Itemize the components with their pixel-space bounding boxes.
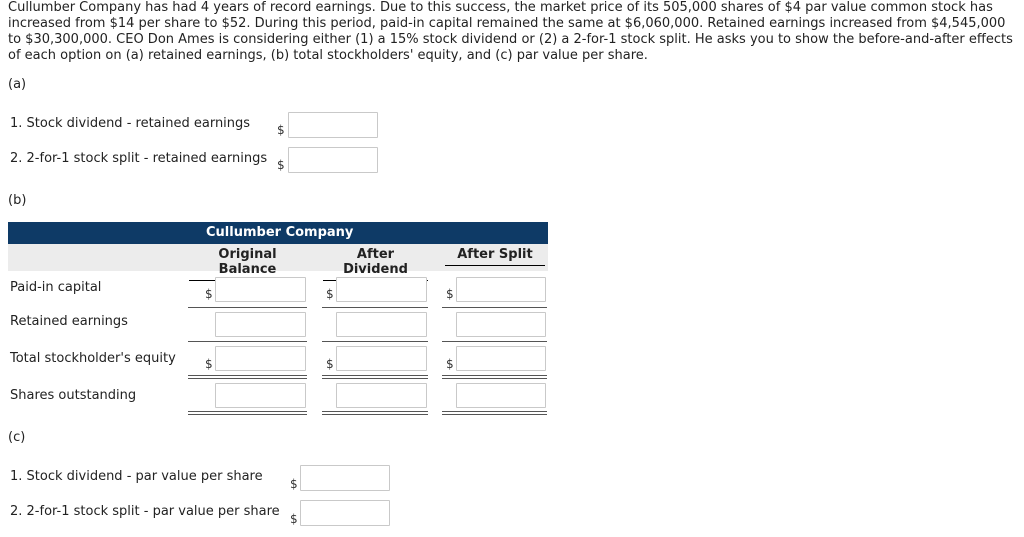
double-rule [442,414,547,415]
double-rule [188,375,307,376]
column-header-after-split: After Split [445,247,545,266]
separator [322,341,428,342]
part-c-q2-input[interactable] [300,500,390,526]
retained-earnings-original-input[interactable] [215,312,306,337]
paid-in-capital-original-input[interactable] [215,277,306,302]
part-c-q1-input[interactable] [300,465,390,491]
separator [188,307,307,308]
double-rule [442,411,547,412]
paid-split-dollar: $ [446,287,454,301]
shares-outstanding-after-dividend-input[interactable] [336,383,427,408]
double-rule [322,414,428,415]
part-a-q2-dollar: $ [277,158,285,172]
row-label-retained-earnings: Retained earnings [10,314,128,329]
part-b-label: (b) [8,193,27,208]
part-a-q2-input[interactable] [288,147,378,173]
part-a-q1-dollar: $ [277,123,285,137]
part-a-label: (a) [8,77,27,92]
row-label-shares-outstanding: Shares outstanding [10,388,137,403]
paid-in-capital-after-split-input[interactable] [456,277,546,302]
double-rule [322,375,428,376]
table-title-banner [8,222,548,244]
paid-div-dollar: $ [326,287,334,301]
column-header-after-dividend: After Dividend [323,247,428,281]
total-equity-original-input[interactable] [215,346,306,371]
total-equity-after-split-input[interactable] [456,346,546,371]
part-a-q1-label: 1. Stock dividend - retained earnings [10,116,251,131]
column-header-original: Original Balance [189,247,306,281]
retained-earnings-after-split-input[interactable] [456,312,546,337]
separator [442,341,547,342]
double-rule [188,411,307,412]
separator [442,307,547,308]
part-c-q1-dollar: $ [290,477,298,491]
double-rule [322,411,428,412]
part-a-q2-label: 2. 2-for-1 stock split - retained earnings [10,151,268,166]
paid-in-capital-after-dividend-input[interactable] [336,277,427,302]
part-c-q1-label: 1. Stock dividend - par value per share [10,469,263,484]
total-split-dollar: $ [446,357,454,371]
double-rule [322,378,428,379]
row-label-total-stockholders-equity: Total stockholder's equity [10,351,176,366]
part-c-label: (c) [8,430,26,445]
shares-outstanding-after-split-input[interactable] [456,383,546,408]
row-label-paid-in-capital: Paid-in capital [10,280,102,295]
part-c-q2-label: 2. 2-for-1 stock split - par value per share [10,504,280,519]
total-equity-after-dividend-input[interactable] [336,346,427,371]
double-rule [442,378,547,379]
separator [188,341,307,342]
paid-orig-dollar: $ [205,287,213,301]
retained-earnings-after-dividend-input[interactable] [336,312,427,337]
total-div-dollar: $ [326,357,334,371]
total-orig-dollar: $ [205,357,213,371]
separator [322,307,428,308]
double-rule [442,375,547,376]
part-c-q2-dollar: $ [290,512,298,526]
double-rule [188,378,307,379]
problem-statement: Cullumber Company has had 4 years of record earnings. Due to this success, the market price of its 505,000 shares of $4 par value common stock has increased from $14 per share to $52. During this period, paid-in capital remained the same at $6,060,000. Retained earnings increased from $4,545,000 to $30,300,000. CEO Don Ames is considering either (1) a 15% stock dividend or (2) a 2-for-1 stock split. He asks you to show the before-and-after effects of each option on (a) retained earnings, (b) total stockholders' equity, and (c) par value per share. [8,0,1013,63]
double-rule [188,414,307,415]
shares-outstanding-original-input[interactable] [215,383,306,408]
table-title: Cullumber Company [206,225,354,240]
part-a-q1-input[interactable] [288,112,378,138]
